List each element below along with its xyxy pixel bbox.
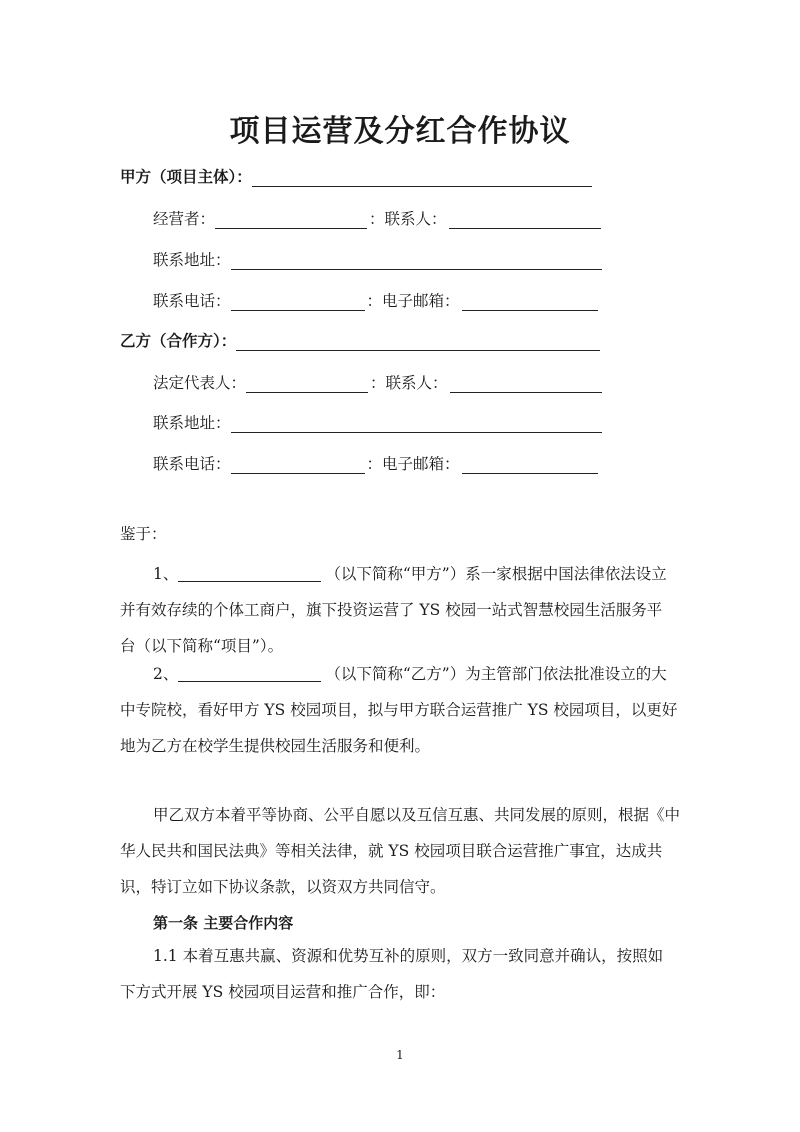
whereas-item-1-line-2: 并有效存续的个体工商户，旗下投资运营了 YS 校园一站式智慧校园生活服务平 <box>120 601 663 619</box>
preamble-paragraph <box>120 797 686 905</box>
whereas-item-2-text-1: （以下简称“乙方”）为主管部门依法批准设立的大 <box>325 665 667 683</box>
whereas-item-1-line-3: 台（以下简称“项目”）。 <box>120 637 284 655</box>
whereas-item-2-blank[interactable] <box>178 665 321 682</box>
party-a-phone-blank[interactable] <box>231 293 365 311</box>
whereas-item-1-blank[interactable] <box>178 565 321 582</box>
party-a-row <box>120 163 592 187</box>
party-a-address-blank[interactable] <box>231 252 602 270</box>
party-b-address-row <box>153 409 602 433</box>
party-b-phone-blank[interactable] <box>231 456 365 474</box>
party-a-phone-row <box>153 287 598 311</box>
preamble-line-1: 甲乙双方本着平等协商、公平自愿以及互信互惠、共同发展的原则，根据《中 <box>153 806 681 824</box>
preamble-line-3: 识，特订立如下协议条款，以资双方共同信守。 <box>120 878 446 896</box>
party-a-blank[interactable] <box>252 169 592 187</box>
party-a-address-label: 联系地址： <box>153 251 231 269</box>
whereas-item-2-line-1 <box>120 656 686 692</box>
article-1-line-2: 下方式开展 YS 校园项目运营和推广合作，即： <box>120 983 446 1001</box>
whereas-item-2-prefix: 2、 <box>153 665 179 683</box>
preamble-line-2: 华人民共和国民法典》等相关法律，就 YS 校园项目联合运营推广事宜，达成共 <box>120 842 663 860</box>
party-b-email-blank[interactable] <box>462 456 598 474</box>
party-a-contact-label: ：联系人： <box>369 210 447 228</box>
party-a-address-row <box>153 246 602 270</box>
party-b-label: 乙方（合作方）： <box>120 332 237 350</box>
article-1-heading: 第一条 主要合作内容 <box>153 914 294 932</box>
party-a-label: 甲方（项目主体）： <box>120 168 252 186</box>
party-b-address-label: 联系地址： <box>153 414 231 432</box>
party-a-email-label: ：电子邮箱： <box>366 292 460 310</box>
party-b-contact-label: ：联系人： <box>370 374 448 392</box>
party-b-email-label: ：电子邮箱： <box>366 455 460 473</box>
party-b-legal-rep-label: 法定代表人： <box>153 374 247 392</box>
whereas-item-2-line-2: 中专院校，看好甲方 YS 校园项目，拟与甲方联合运营推广 YS 校园项目，以更好 <box>120 701 678 719</box>
party-b-blank[interactable] <box>236 333 600 351</box>
whereas-item-1-line-1 <box>120 556 686 592</box>
whereas-item-1-prefix: 1、 <box>153 565 179 583</box>
whereas-item-1-text-1: （以下简称“甲方”）系一家根据中国法律依法设立 <box>325 565 667 583</box>
document-title: 项目运营及分红合作协议 <box>229 114 571 149</box>
whereas-label: 鉴于： <box>120 525 167 543</box>
party-a-email-blank[interactable] <box>462 293 598 311</box>
article-1-line-1: 1.1 本着互惠共赢、资源和优势互补的原则，双方一致同意并确认，按照如 <box>153 947 664 965</box>
party-b-row <box>120 327 600 351</box>
party-a-contact-blank[interactable] <box>449 211 601 229</box>
party-a-operator-label: 经营者： <box>153 210 216 228</box>
party-b-legal-rep-row <box>153 369 602 393</box>
article-1-paragraph <box>120 938 686 1010</box>
party-a-phone-label: 联系电话： <box>153 292 231 310</box>
whereas-item-2 <box>120 656 686 764</box>
party-b-phone-label: 联系电话： <box>153 455 231 473</box>
whereas-item-2-line-3: 地为乙方在校学生提供校园生活服务和便利。 <box>120 737 431 755</box>
party-a-operator-blank[interactable] <box>215 211 367 229</box>
party-b-contact-blank[interactable] <box>450 375 602 393</box>
party-a-operator-row <box>153 205 601 229</box>
party-b-legal-rep-blank[interactable] <box>246 375 368 393</box>
party-b-address-blank[interactable] <box>231 415 602 433</box>
whereas-item-1 <box>120 556 686 664</box>
party-b-phone-row <box>153 450 598 474</box>
page-number: 1 <box>396 1048 404 1062</box>
